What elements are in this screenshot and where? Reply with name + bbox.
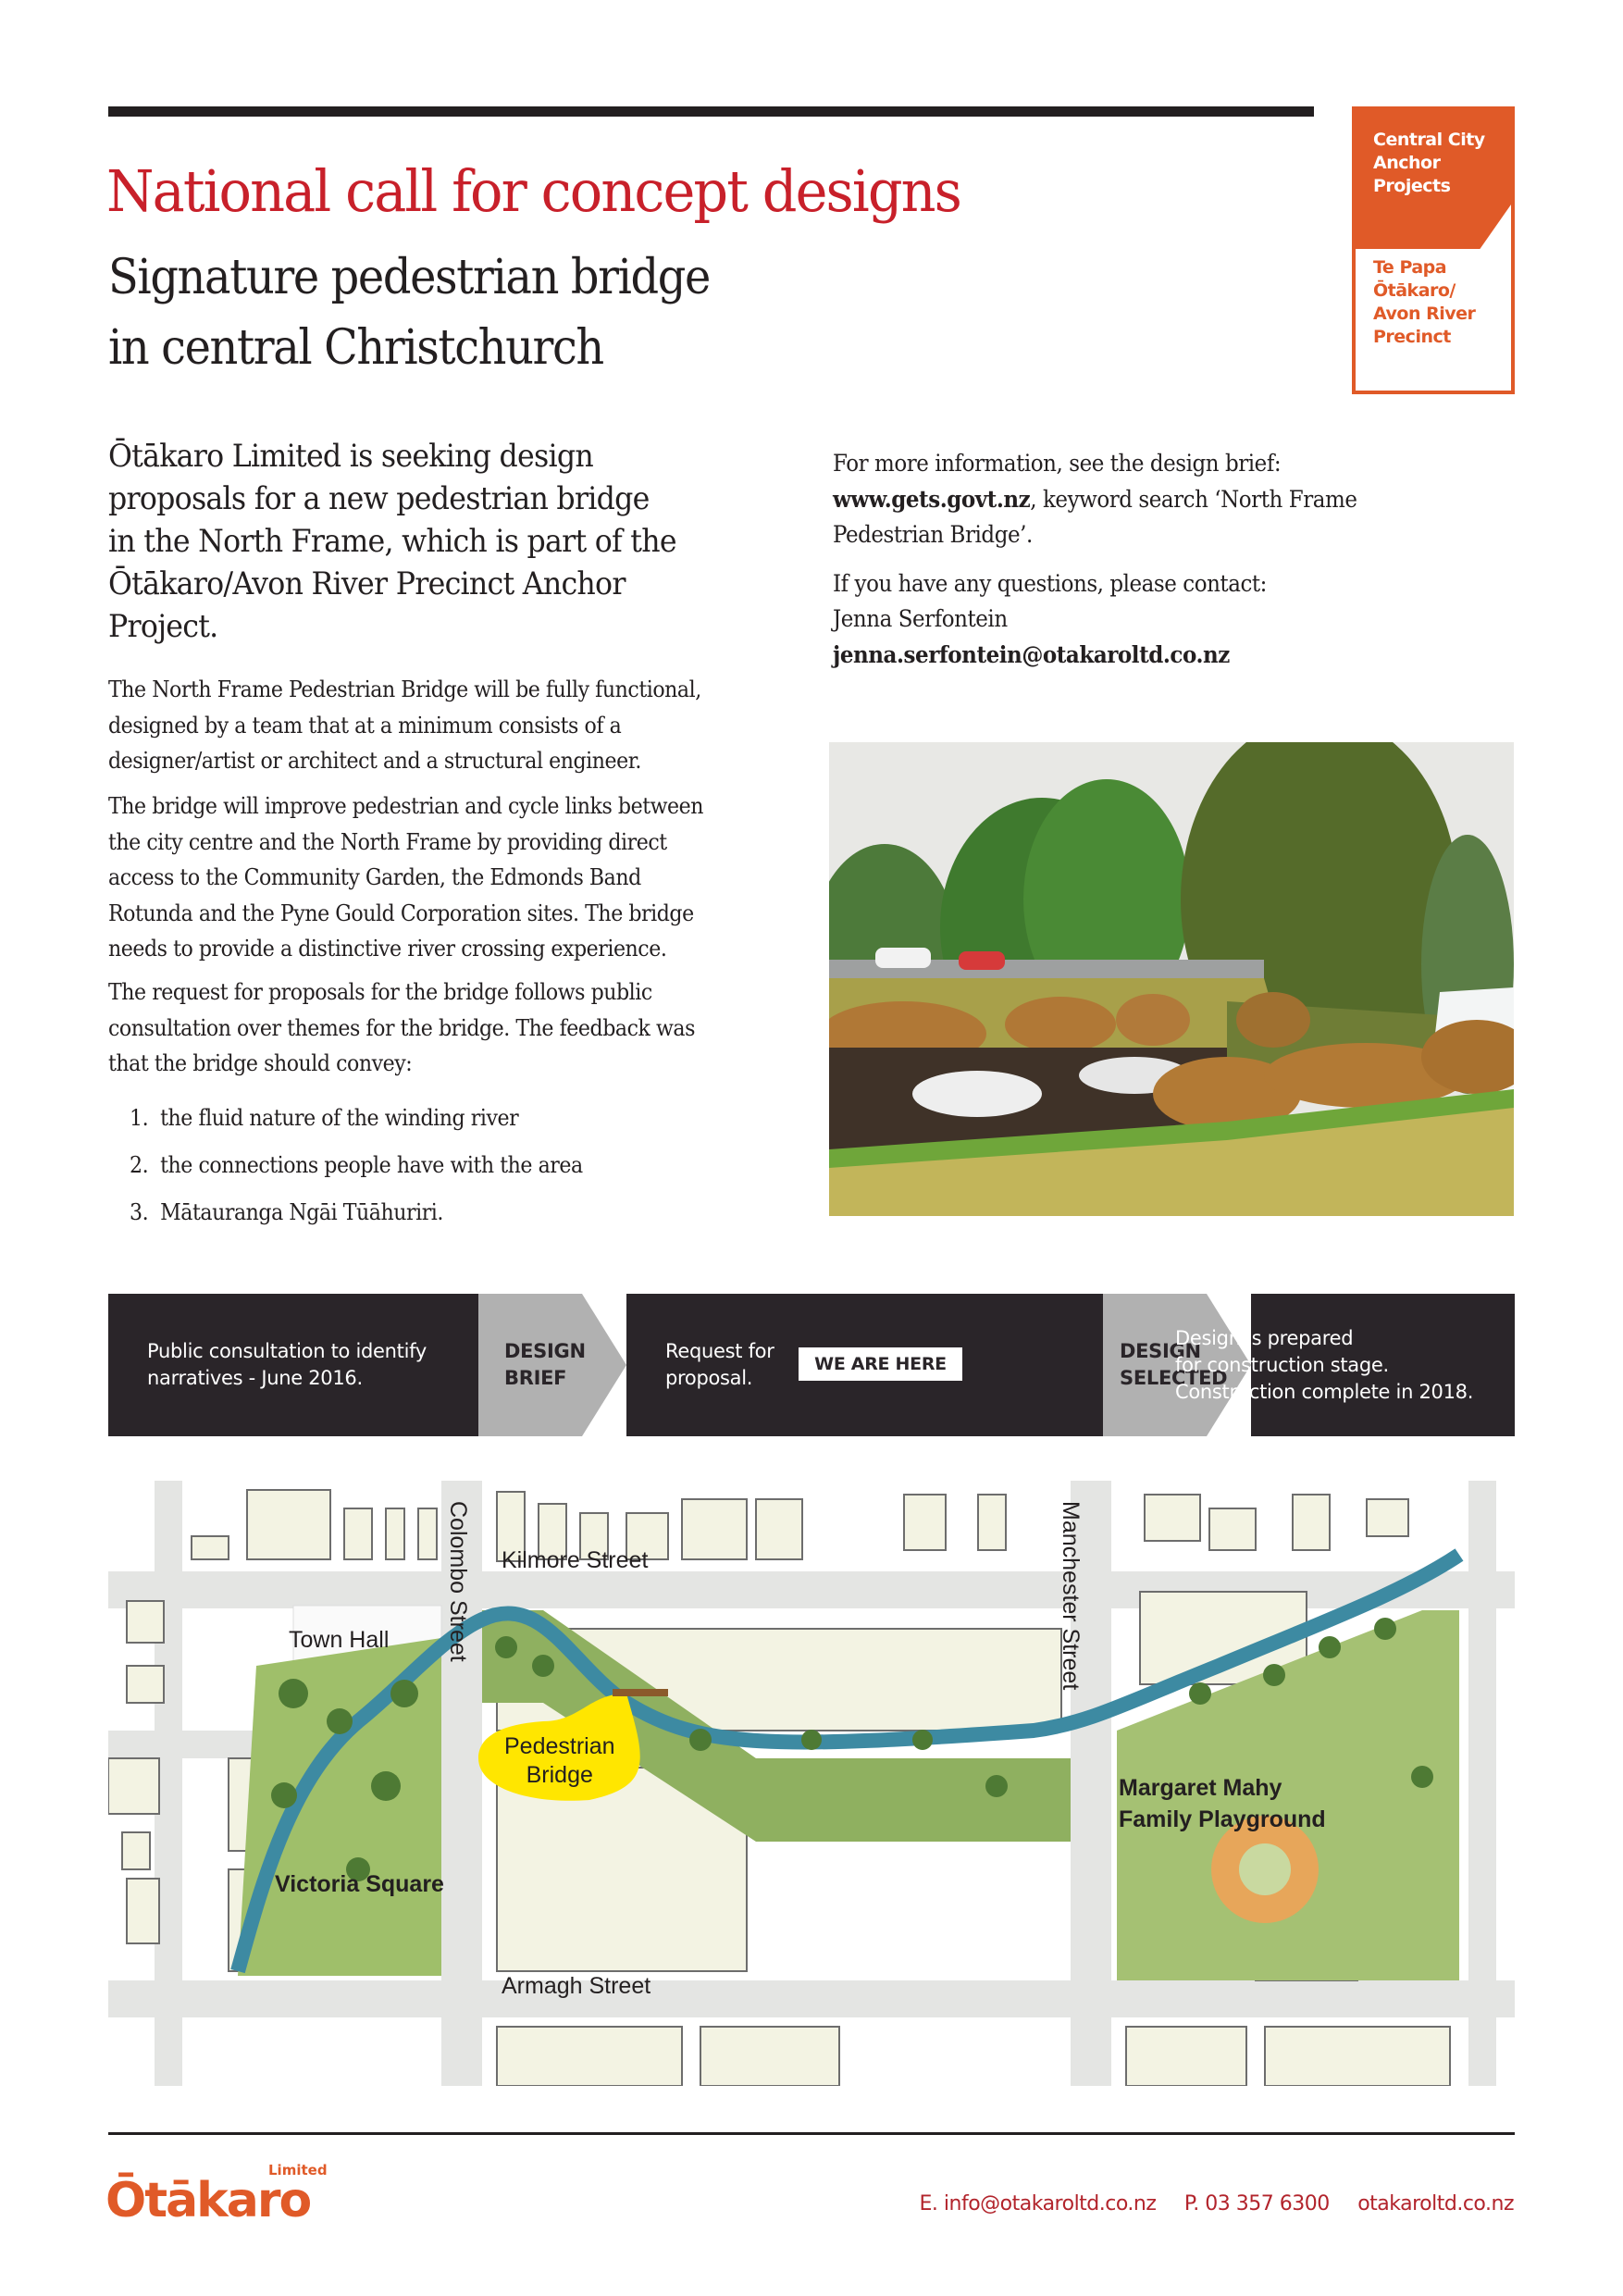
body-line: The North Frame Pedestrian Bridge will be fully functional, [108,676,701,702]
info-text: , keyword search ‘North Frame [1030,485,1357,513]
contact-email-link[interactable]: jenna.serfontein@otakaroltd.co.nz [833,640,1230,668]
map-label-victoria-square: Victoria Square [275,1871,444,1897]
badge-line: Avon River [1373,304,1476,324]
map-label-town-hall: Town Hall [289,1627,390,1653]
list-item [130,1095,583,1142]
footer-email-link[interactable]: E. info@otakaroltd.co.nz [919,2192,1157,2215]
list-number: 3. [130,1199,149,1225]
map-label-playground [1119,1772,1326,1835]
body-line: Rotunda and the Pyne Gould Corporation sites. The bridge [108,900,694,926]
footer-website-link[interactable]: otakaroltd.co.nz [1357,2192,1514,2215]
body-paragraph-consultation [108,974,755,1082]
badge-line: Ōtākaro/ [1373,280,1456,301]
footer-phone: P. 03 357 6300 [1183,2192,1330,2215]
map-label-line: Margaret Mahy [1119,1775,1282,1801]
list-text: the fluid nature of the winding river [160,1105,519,1131]
process-timeline [108,1294,1515,1436]
info-line [833,482,1357,518]
list-item [130,1189,583,1236]
body-line: The request for proposals for the bridge follows public [108,979,652,1005]
lead-line: in the North Frame, which is part of the [108,523,676,560]
timeline-line: narratives - June 2016. [147,1367,363,1389]
river-photo [829,742,1514,1216]
lead-line: Ōtākaro/Avon River Precinct Anchor [108,565,626,602]
badge-line: Projects [1373,176,1451,196]
lead-line: proposals for a new pedestrian bridge [108,480,650,517]
footer-contact [898,2192,1515,2215]
timeline-label-line: DESIGN [1120,1340,1201,1362]
info-column [833,446,1357,673]
timeline-line: Public consultation to identify [147,1340,427,1362]
timeline-step3-text [1175,1325,1473,1406]
timeline-arrow1-label [504,1338,586,1392]
timeline-label-line: BRIEF [504,1367,567,1389]
body-paragraph-links [108,788,755,967]
site-map [108,1481,1515,2086]
themes-list [130,1095,583,1236]
map-label-colombo-street: Colombo Street [445,1501,471,1662]
body-line: The bridge will improve pedestrian and cycle links between [108,793,704,819]
badge-line: Precinct [1373,327,1451,347]
timeline-line: Construction complete in 2018. [1175,1381,1474,1403]
website-link[interactable]: www.gets.govt.nz [833,485,1031,513]
badge-top-text [1373,129,1485,198]
info-line: For more information, see the design brief: [833,450,1282,477]
lead-line: Project. [108,608,218,645]
body-line: needs to provide a distinctive river crossing experience. [108,936,667,962]
subheadline [108,242,710,383]
timeline-step1-text [147,1338,427,1392]
contact-name: Jenna Serfontein [833,605,1008,632]
map-label-manchester-street: Manchester Street [1058,1501,1084,1691]
map-label-kilmore-street: Kilmore Street [502,1547,649,1573]
map-label-pedestrian-bridge [504,1732,615,1790]
timeline-label-line: SELECTED [1120,1367,1228,1389]
badge-line: Te Papa [1373,257,1447,278]
anchor-projects-badge [1352,106,1515,394]
subhead-line: Signature pedestrian bridge [108,250,710,305]
logo-suffix: Limited [268,2162,328,2178]
timeline-label-line: DESIGN [504,1340,586,1362]
map-label-line: Family Playground [1119,1806,1326,1832]
list-number: 2. [130,1152,149,1178]
timeline-step2-text [665,1338,774,1392]
body-line: that the bridge should convey: [108,1050,413,1076]
subhead-line: in central Christchurch [108,320,603,376]
body-line: consultation over themes for the bridge. The feedback was [108,1014,695,1041]
map-label-line: Bridge [526,1762,593,1788]
map-label-line: Pedestrian [504,1733,615,1759]
lead-line: Ōtākaro Limited is seeking design [108,438,593,475]
badge-line: Anchor [1373,153,1441,173]
body-line: designed by a team that at a minimum consists of a [108,712,622,738]
contact-intro: If you have any questions, please contact: [833,569,1267,597]
otakaro-logo [102,2162,352,2231]
river-photo-illustration [829,742,1514,1216]
we-are-here-marker: WE ARE HERE [799,1347,962,1381]
list-text: the connections people have with the area [160,1152,583,1178]
body-line: the city centre and the North Frame by providing direct [108,828,667,855]
map-label-armagh-street: Armagh Street [502,1973,651,1999]
body-paragraph-team [108,672,755,779]
logo-wordmark: Ōtākaro [105,2173,311,2228]
timeline-line: for construction stage. [1175,1354,1389,1376]
body-line: designer/artist or architect and a structural engineer. [108,748,641,774]
body-line: access to the Community Garden, the Edmonds Band [108,864,641,890]
list-number: 1. [130,1105,149,1131]
timeline-line: Design is prepared [1175,1327,1354,1349]
list-item [130,1142,583,1189]
bottom-rule [108,2132,1515,2135]
timeline-line: proposal. [665,1367,753,1389]
top-rule [108,106,1314,117]
timeline-line: Request for [665,1340,774,1362]
badge-bottom-text [1373,256,1475,349]
badge-line: Central City [1373,130,1485,150]
list-text: Mātauranga Ngāi Tūāhuriri. [160,1199,443,1225]
headline: National call for concept designs [106,157,960,225]
lead-paragraph [108,435,745,648]
info-line: Pedestrian Bridge’. [833,521,1033,548]
